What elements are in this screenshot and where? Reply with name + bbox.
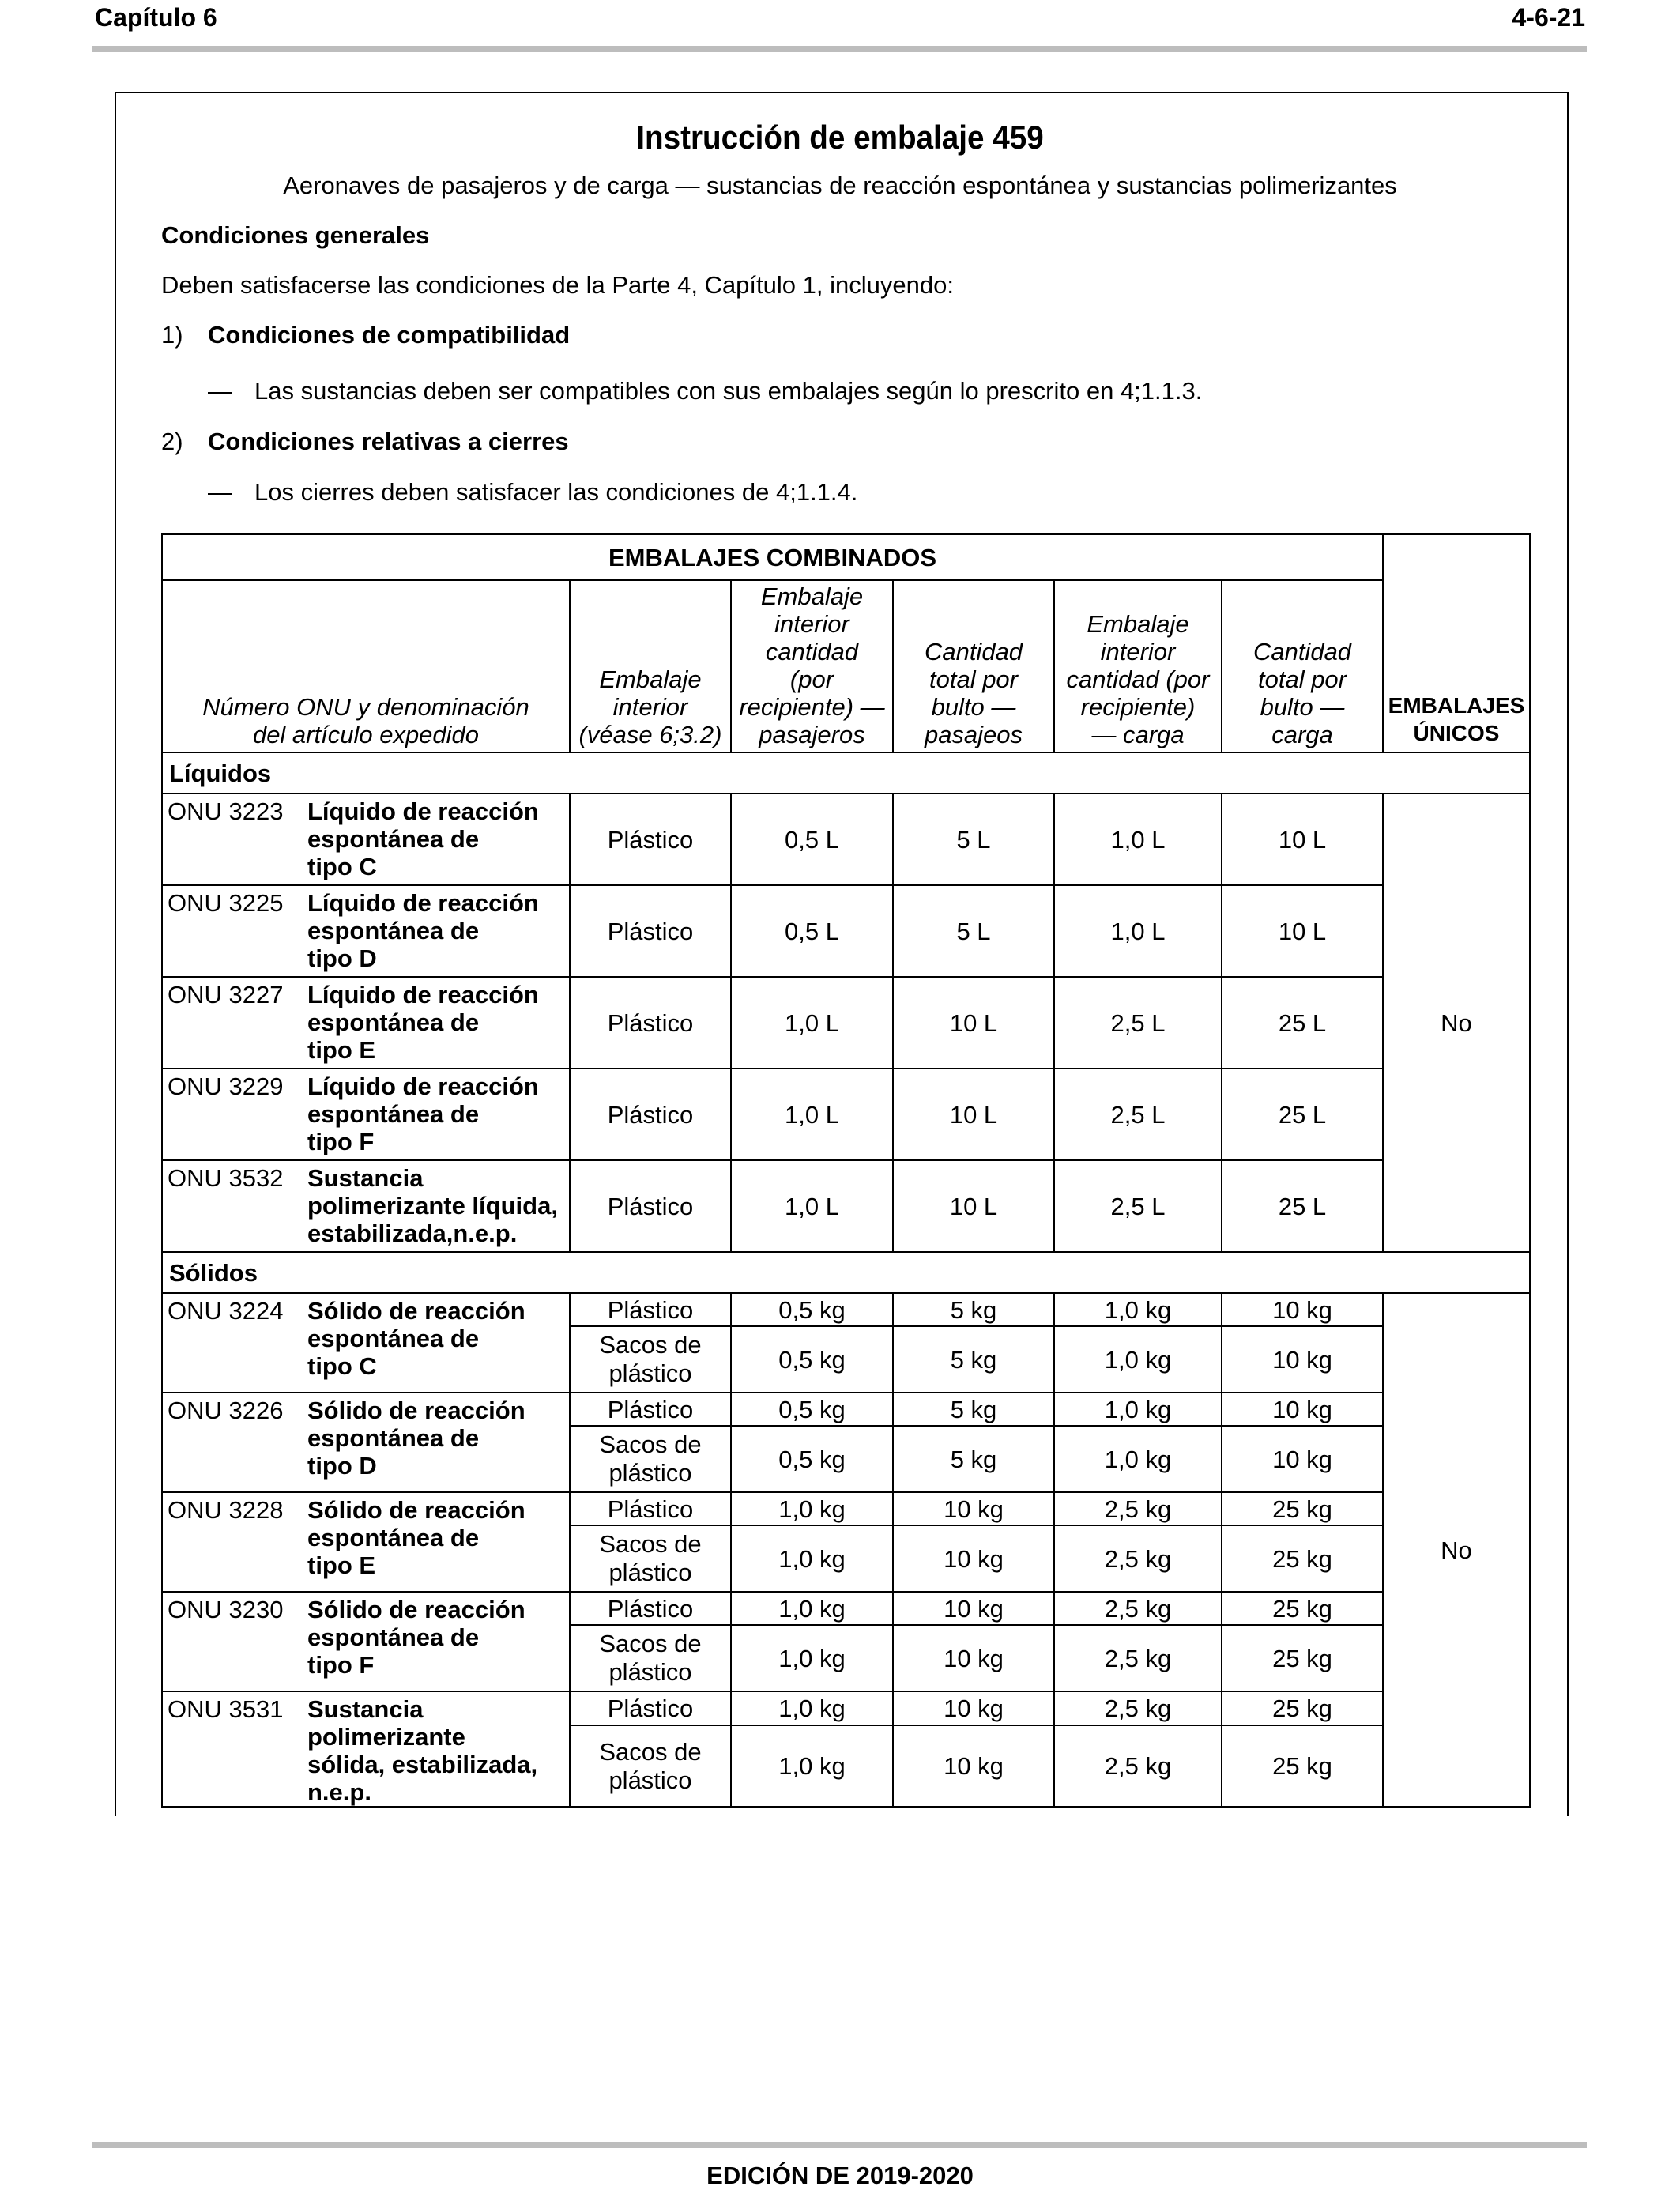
un-number: ONU 3229 (168, 1072, 284, 1100)
inner-qty-pax: 0,5 kg (731, 1393, 893, 1426)
total-qty-pax: 5 L (893, 885, 1054, 977)
article-name (307, 797, 539, 880)
col-header-inner-qty-cargo-line: — carga (1091, 721, 1185, 748)
article-name-line: espontánea de (307, 1623, 480, 1651)
col-header-total-pax (893, 580, 1054, 752)
single-packagings-header (1383, 534, 1530, 752)
inner-qty-cargo: 2,5 kg (1054, 1492, 1222, 1525)
article-name-cell (162, 1492, 570, 1592)
un-number: ONU 3223 (168, 797, 284, 825)
general-intro: Deben satisfacerse las condiciones de la Parte 4, Capítulo 1, incluyendo: (161, 271, 954, 299)
total-qty-cargo: 25 kg (1222, 1691, 1383, 1725)
col-header-inner-qty-pax-line: recipiente) — (739, 693, 885, 721)
article-name-line: Líquido de reacción (307, 889, 539, 917)
page-title: Instrucción de embalaje 459 (636, 119, 1044, 156)
article-name-cell (162, 1293, 570, 1393)
un-number: ONU 3226 (168, 1397, 284, 1424)
article-name-line: tipo D (307, 1452, 377, 1480)
total-qty-cargo: 25 L (1222, 1069, 1383, 1160)
article-name-line: espontánea de (307, 1100, 480, 1128)
article-name-line: Sustancia (307, 1695, 424, 1723)
col-header-total-pax-line: total por (929, 665, 1018, 693)
col-header-article (162, 580, 570, 752)
article-name-cell (162, 1160, 570, 1252)
article-name-cell (162, 1592, 570, 1691)
inner-packaging: Plástico (570, 885, 731, 977)
item-2-number: 2) (161, 428, 183, 455)
section-liquids: Líquidos (162, 752, 1530, 794)
article-name-line: Sólido de reacción (307, 1596, 525, 1623)
total-qty-pax: 10 L (893, 1160, 1054, 1252)
total-qty-cargo: 10 kg (1222, 1426, 1383, 1492)
article-name-line: espontánea de (307, 825, 480, 853)
article-name-line: tipo F (307, 1651, 375, 1679)
inner-packaging: Sacos de plástico (570, 1725, 731, 1807)
article-name-line: tipo D (307, 944, 377, 972)
un-number: ONU 3228 (168, 1496, 284, 1524)
article-name-line: Sustancia (307, 1164, 424, 1192)
inner-qty-cargo: 2,5 kg (1054, 1625, 1222, 1691)
inner-qty-cargo: 1,0 kg (1054, 1293, 1222, 1326)
inner-packaging: Plástico (570, 794, 731, 885)
article-name-cell (162, 977, 570, 1069)
inner-qty-cargo: 1,0 kg (1054, 1326, 1222, 1393)
total-qty-pax: 10 kg (893, 1492, 1054, 1525)
article-name-line: sólida, estabilizada, (307, 1751, 538, 1778)
total-qty-cargo: 25 kg (1222, 1492, 1383, 1525)
article-name-line: Líquido de reacción (307, 981, 539, 1008)
article-name (307, 1695, 537, 1806)
un-number: ONU 3531 (168, 1695, 284, 1723)
un-number: ONU 3225 (168, 889, 284, 917)
total-qty-pax: 10 kg (893, 1691, 1054, 1725)
inner-packaging: Plástico (570, 1393, 731, 1426)
article-name-line: tipo E (307, 1551, 376, 1579)
article-name-line: polimerizante líquida, (307, 1192, 558, 1220)
total-qty-pax: 10 kg (893, 1525, 1054, 1592)
section-solids: Sólidos (162, 1252, 1530, 1293)
article-name-cell (162, 885, 570, 977)
article-name (307, 889, 539, 972)
inner-packaging: Sacos de plástico (570, 1525, 731, 1592)
article-name-cell (162, 1069, 570, 1160)
col-header-total-pax-line: bulto — (931, 693, 1016, 721)
un-number: ONU 3230 (168, 1596, 284, 1623)
col-header-inner (570, 580, 731, 752)
total-qty-cargo: 10 kg (1222, 1293, 1383, 1326)
inner-packaging: Sacos de plástico (570, 1625, 731, 1691)
article-name-line: Líquido de reacción (307, 797, 539, 825)
article-name-line: espontánea de (307, 1325, 480, 1352)
col-header-inner-qty-pax-line: pasajeros (759, 721, 865, 748)
total-qty-pax: 10 kg (893, 1725, 1054, 1807)
single-packagings-header-line: ÚNICOS (1413, 721, 1500, 745)
article-name-line: tipo C (307, 853, 377, 880)
col-header-inner-qty-pax-line: Embalaje (760, 582, 864, 610)
item-1-number: 1) (161, 321, 183, 349)
un-number: ONU 3227 (168, 981, 284, 1008)
article-name-line: Sólido de reacción (307, 1496, 525, 1524)
inner-qty-cargo: 2,5 L (1054, 1160, 1222, 1252)
inner-qty-pax: 1,0 L (731, 977, 893, 1069)
edition-footer: EDICIÓN DE 2019-2020 (706, 2162, 974, 2189)
item-2-heading: Condiciones relativas a cierres (208, 428, 569, 455)
inner-qty-pax: 0,5 L (731, 794, 893, 885)
article-name-line: espontánea de (307, 1524, 480, 1551)
col-header-total-pax-line: Cantidad (924, 638, 1023, 665)
inner-packaging: Plástico (570, 1592, 731, 1625)
col-header-article-line: del artículo expedido (252, 721, 480, 748)
inner-qty-pax: 0,5 kg (731, 1326, 893, 1393)
col-header-inner-line: Embalaje (599, 665, 702, 693)
col-header-total-cargo-line: total por (1257, 665, 1347, 693)
col-header-inner-qty-pax-line: cantidad (765, 638, 859, 665)
inner-qty-cargo: 2,5 L (1054, 1069, 1222, 1160)
inner-qty-pax: 1,0 kg (731, 1691, 893, 1725)
total-qty-pax: 10 kg (893, 1625, 1054, 1691)
inner-qty-pax: 1,0 kg (731, 1625, 893, 1691)
total-qty-pax: 10 kg (893, 1592, 1054, 1625)
article-name-line: espontánea de (307, 917, 480, 944)
inner-packaging: Plástico (570, 1492, 731, 1525)
total-qty-cargo: 25 L (1222, 1160, 1383, 1252)
article-name-line: polimerizante (307, 1723, 465, 1751)
col-header-inner-qty-cargo-line: Embalaje (1087, 610, 1189, 638)
article-name-line: tipo C (307, 1352, 377, 1380)
inner-packaging: Plástico (570, 1069, 731, 1160)
inner-packaging: Plástico (570, 1293, 731, 1326)
page-subtitle: Aeronaves de pasajeros y de carga — sustancias de reacción espontánea y sustancias polimerizantes (283, 172, 1397, 199)
col-header-inner-qty-cargo (1054, 580, 1222, 752)
total-qty-pax: 10 L (893, 977, 1054, 1069)
article-name-line: espontánea de (307, 1008, 480, 1036)
article-name (307, 1164, 558, 1247)
article-name-line: Líquido de reacción (307, 1072, 539, 1100)
total-qty-cargo: 25 kg (1222, 1592, 1383, 1625)
group-header: EMBALAJES COMBINADOS (162, 534, 1383, 580)
chapter-label: Capítulo 6 (95, 3, 217, 32)
inner-qty-cargo: 1,0 L (1054, 885, 1222, 977)
inner-qty-cargo: 1,0 kg (1054, 1426, 1222, 1492)
single-packagings-liquids: No (1383, 794, 1530, 1252)
col-header-inner-qty-cargo-line: interior (1100, 638, 1176, 665)
col-header-total-cargo-line: bulto — (1260, 693, 1345, 721)
article-name (307, 981, 539, 1064)
inner-qty-cargo: 2,5 L (1054, 977, 1222, 1069)
packing-table (161, 533, 1531, 1808)
un-number: ONU 3532 (168, 1164, 284, 1192)
col-header-total-cargo-line: Cantidad (1252, 638, 1352, 665)
total-qty-pax: 5 L (893, 794, 1054, 885)
inner-qty-pax: 1,0 kg (731, 1592, 893, 1625)
article-name (307, 1397, 525, 1480)
col-header-article-line: Número ONU y denominación (202, 693, 529, 721)
article-name-cell (162, 1691, 570, 1807)
article-name (307, 1297, 525, 1380)
page-number: 4-6-21 (1512, 3, 1585, 32)
article-name-line: Sólido de reacción (307, 1297, 525, 1325)
inner-packaging: Plástico (570, 1160, 731, 1252)
total-qty-cargo: 25 kg (1222, 1725, 1383, 1807)
inner-packaging: Plástico (570, 1691, 731, 1725)
inner-qty-cargo: 2,5 kg (1054, 1691, 1222, 1725)
article-name-cell (162, 1393, 570, 1492)
total-qty-pax: 10 L (893, 1069, 1054, 1160)
article-name (307, 1072, 539, 1155)
col-header-inner-line: interior (612, 693, 688, 721)
article-name-line: tipo F (307, 1128, 375, 1155)
general-heading: Condiciones generales (161, 221, 430, 249)
item-2-text: Los cierres deben satisfacer las condiciones de 4;1.1.4. (254, 478, 858, 506)
article-name-line: estabilizada,n.e.p. (307, 1220, 518, 1247)
inner-packaging: Sacos de plástico (570, 1426, 731, 1492)
article-name (307, 1596, 525, 1679)
header-rule (92, 46, 1587, 52)
inner-qty-pax: 1,0 kg (731, 1492, 893, 1525)
inner-qty-pax: 1,0 kg (731, 1525, 893, 1592)
col-header-total-cargo-line: carga (1271, 721, 1333, 748)
col-header-inner-qty-cargo-line: cantidad (por (1066, 665, 1210, 693)
inner-qty-pax: 1,0 L (731, 1069, 893, 1160)
un-number: ONU 3224 (168, 1297, 284, 1325)
inner-qty-cargo: 2,5 kg (1054, 1525, 1222, 1592)
total-qty-cargo: 10 L (1222, 885, 1383, 977)
inner-qty-cargo: 1,0 kg (1054, 1393, 1222, 1426)
total-qty-pax: 5 kg (893, 1326, 1054, 1393)
inner-qty-pax: 1,0 kg (731, 1725, 893, 1807)
col-header-inner-qty-pax (731, 580, 893, 752)
total-qty-pax: 5 kg (893, 1426, 1054, 1492)
col-header-total-pax-line: pasajeos (924, 721, 1023, 748)
article-name-cell (162, 794, 570, 885)
single-packagings-header-line: EMBALAJES (1388, 693, 1525, 718)
total-qty-pax: 5 kg (893, 1293, 1054, 1326)
inner-qty-cargo: 2,5 kg (1054, 1592, 1222, 1625)
article-name-line: Sólido de reacción (307, 1397, 525, 1424)
article-name-line: tipo E (307, 1036, 376, 1064)
inner-qty-pax: 0,5 kg (731, 1426, 893, 1492)
article-name (307, 1496, 525, 1579)
total-qty-pax: 5 kg (893, 1393, 1054, 1426)
item-2-dash: — (208, 478, 232, 506)
item-1-text: Las sustancias deben ser compatibles con sus embalajes según lo prescrito en 4;1.1.3. (254, 377, 1203, 405)
total-qty-cargo: 25 L (1222, 977, 1383, 1069)
col-header-inner-qty-pax-line: (por (789, 665, 834, 693)
item-1-dash: — (208, 377, 232, 405)
inner-qty-pax: 0,5 L (731, 885, 893, 977)
inner-qty-cargo: 2,5 kg (1054, 1725, 1222, 1807)
total-qty-cargo: 25 kg (1222, 1525, 1383, 1592)
col-header-total-cargo (1222, 580, 1383, 752)
total-qty-cargo: 25 kg (1222, 1625, 1383, 1691)
item-1-heading: Condiciones de compatibilidad (208, 321, 571, 349)
col-header-inner-qty-pax-line: interior (774, 610, 849, 638)
total-qty-cargo: 10 kg (1222, 1326, 1383, 1393)
col-header-inner-line: (véase 6;3.2) (578, 721, 722, 748)
inner-qty-pax: 1,0 L (731, 1160, 893, 1252)
inner-qty-cargo: 1,0 L (1054, 794, 1222, 885)
article-name-line: espontánea de (307, 1424, 480, 1452)
inner-packaging: Plástico (570, 977, 731, 1069)
total-qty-cargo: 10 kg (1222, 1393, 1383, 1426)
inner-qty-pax: 0,5 kg (731, 1293, 893, 1326)
single-packagings-solids: No (1383, 1293, 1530, 1807)
total-qty-cargo: 10 L (1222, 794, 1383, 885)
inner-packaging: Sacos de plástico (570, 1326, 731, 1393)
col-header-inner-qty-cargo-line: recipiente) (1080, 693, 1196, 721)
article-name-line: n.e.p. (307, 1778, 371, 1806)
footer-rule (92, 2142, 1587, 2148)
